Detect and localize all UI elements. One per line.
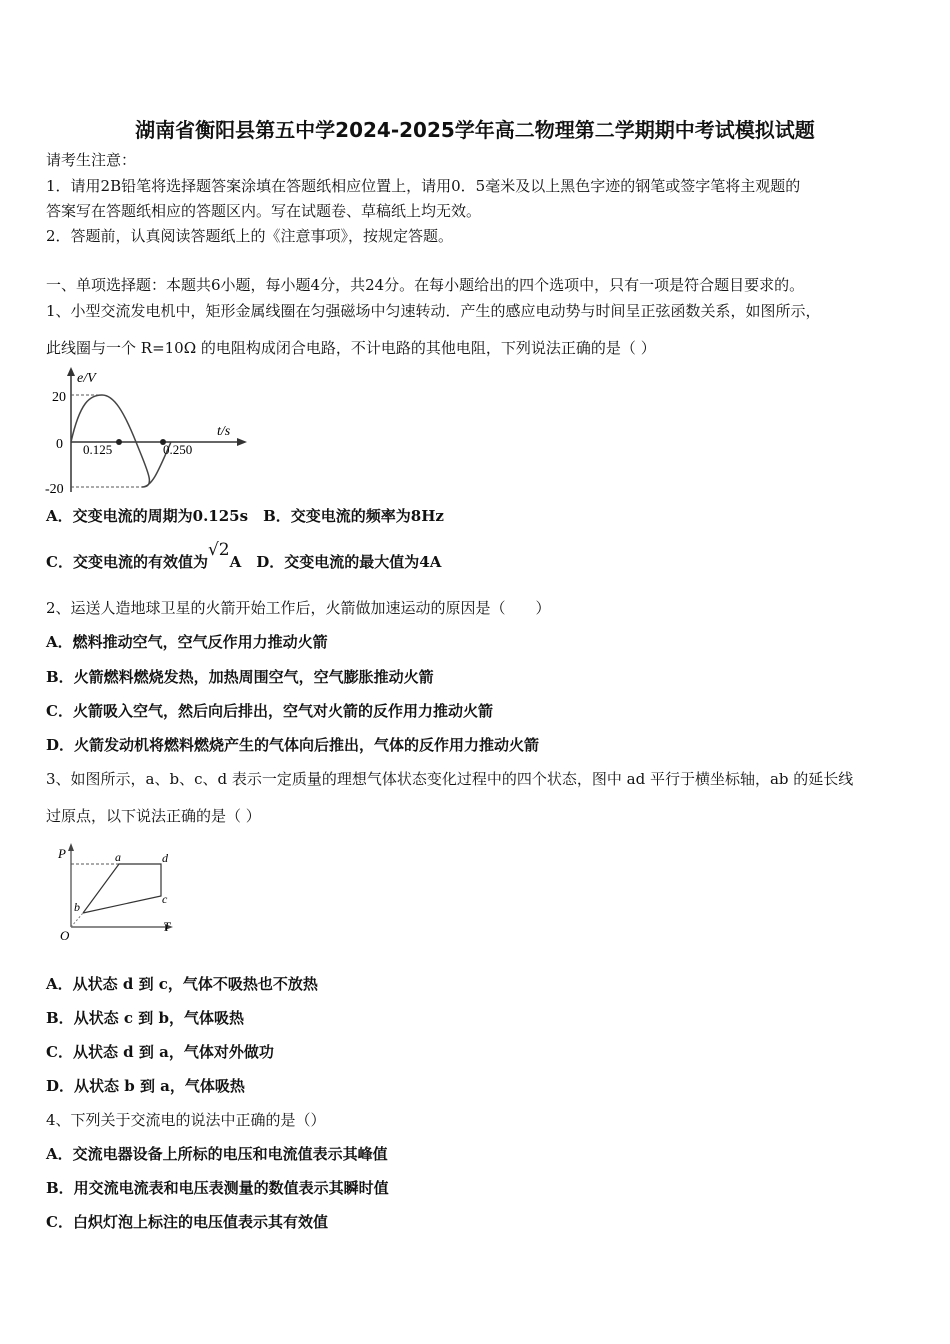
option-a[interactable]: A．燃料推动空气，空气反作用力推动火箭 <box>46 633 328 651</box>
option-c[interactable] <box>46 540 242 571</box>
option-c[interactable]: C．白炽灯泡上标注的电压值表示其有效值 <box>46 1213 328 1231</box>
q1-sine-graph <box>40 362 250 502</box>
q3-stem: 3、如图所示，a、b、c、d 表示一定质量的理想气体状态变化过程中的四个状态，图中 ad 平行于横坐标轴，ab 的延长线 <box>46 770 854 788</box>
notice-heading: 请考生注意： <box>46 151 137 169</box>
unit: A <box>229 553 242 571</box>
point-c: c <box>162 892 168 906</box>
q4-stem: 4、下列关于交流电的说法中正确的是（） <box>46 1111 326 1129</box>
q1-options-row1 <box>46 506 444 526</box>
q1-options-row2 <box>46 540 442 572</box>
x-axis-label: t/s <box>217 424 231 439</box>
notice-item: 答案写在答题纸相应的答题区内。写在试题卷、草稿纸上均无效。 <box>46 202 482 220</box>
option-b[interactable]: B．从状态 c 到 b，气体吸热 <box>46 1009 244 1027</box>
p-axis-label: P <box>58 846 66 861</box>
q1-stem: 1、小型交流发电机中，矩形金属线圈在匀强磁场中匀速转动．产生的感应电动势与时间呈正弦函数关系，如图所示， <box>46 302 821 320</box>
option-a[interactable]: A．交变电流的周期为0.125s <box>46 507 249 525</box>
section-heading: 一、单项选择题：本题共6小题，每小题4分，共24分。在每小题给出的四个选项中，只有一项是符合题目要求的。 <box>46 276 805 294</box>
option-b[interactable]: B．用交流电流表和电压表测量的数值表示其瞬时值 <box>46 1179 389 1197</box>
t-axis-label: T <box>163 919 171 934</box>
page-title: 湖南省衡阳县第五中学2024-2025学年高二物理第二学期期中考试模拟试题 <box>135 118 815 142</box>
sqrt-two: √2 <box>207 540 230 560</box>
option-a[interactable]: A．交流电器设备上所标的电压和电流值表示其峰值 <box>46 1145 388 1163</box>
x-tick: 0.125 <box>83 442 113 457</box>
q3-stem: 过原点，以下说法正确的是（ ） <box>46 807 261 825</box>
q2-stem: 2、运送人造地球卫星的火箭开始工作后，火箭做加速运动的原因是（ ） <box>46 599 551 617</box>
point-b: b <box>74 900 80 914</box>
point-a: a <box>115 850 121 864</box>
q1-stem: 此线圈与一个 R=10Ω 的电阻构成闭合电路，不计电路的其他电阻，下列说法正确的是（ ） <box>46 339 656 357</box>
option-d[interactable]: D．从状态 b 到 a，气体吸热 <box>46 1077 245 1095</box>
option-b[interactable]: B．火箭燃料燃烧发热，加热周围空气，空气膨胀推动火箭 <box>46 668 434 686</box>
option-d[interactable]: D．火箭发动机将燃料燃烧产生的气体向后推出，气体的反作用力推动火箭 <box>46 736 540 754</box>
notice-item: 2．答题前，认真阅读答题纸上的《注意事项》，按规定答题。 <box>46 227 454 245</box>
y-axis-label: e/V <box>77 371 96 386</box>
option-c-text: C．交变电流的有效值为 <box>46 553 208 571</box>
q3-pt-graph <box>40 840 190 950</box>
y-tick: -20 <box>45 482 64 497</box>
option-c[interactable]: C．从状态 d 到 a，气体对外做功 <box>46 1043 274 1061</box>
notice-item: 1．请用2B铅笔将选择题答案涂填在答题纸相应位置上，请用0．5毫米及以上黑色字迹的钢笔或签字笔将主观题的 <box>46 177 801 195</box>
option-b[interactable]: B．交变电流的频率为8Hz <box>263 507 444 525</box>
origin-label: O <box>60 928 70 943</box>
y-tick: 0 <box>56 437 63 452</box>
option-d[interactable]: D．交变电流的最大值为4A <box>256 553 442 571</box>
x-tick: 0.250 <box>163 442 193 457</box>
option-c[interactable]: C．火箭吸入空气，然后向后排出，空气对火箭的反作用力推动火箭 <box>46 702 493 720</box>
y-tick: 20 <box>52 390 66 405</box>
point-d: d <box>162 851 168 865</box>
option-a[interactable]: A．从状态 d 到 c，气体不吸热也不放热 <box>46 975 318 993</box>
